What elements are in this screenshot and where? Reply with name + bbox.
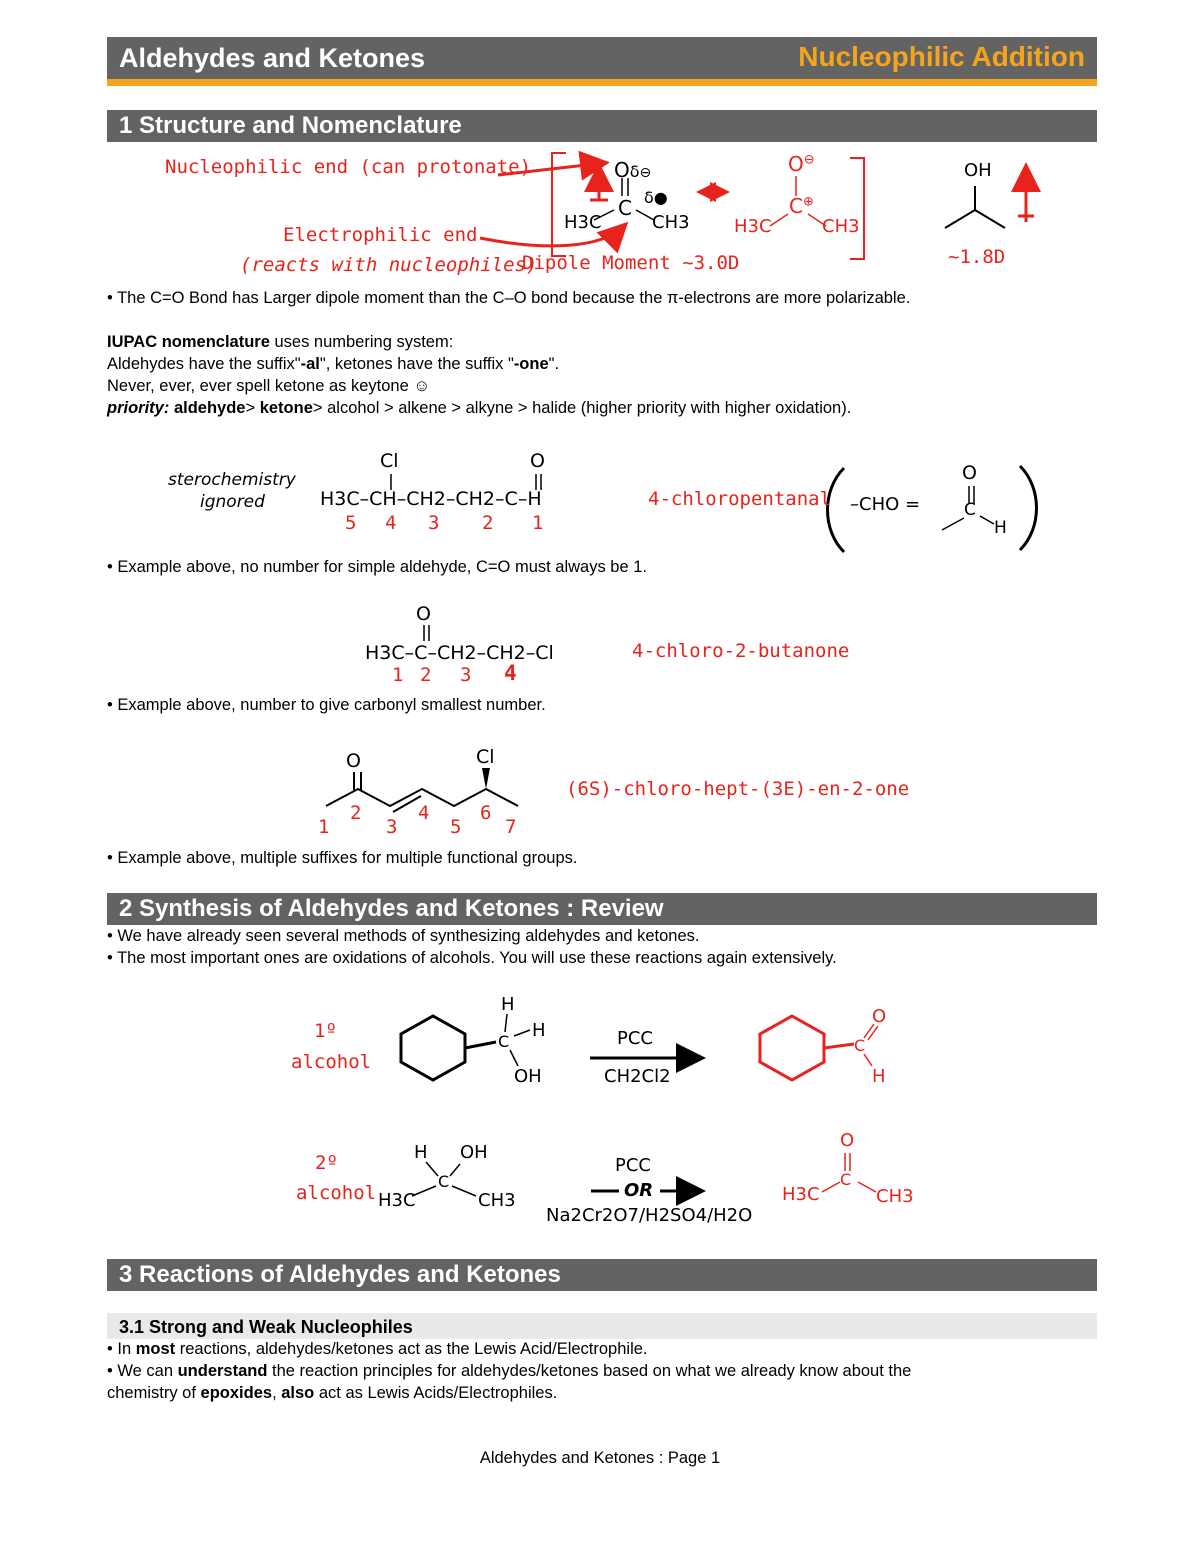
rxn2-h3c: H3C (378, 1190, 416, 1211)
cho-label: –CHO = (850, 494, 921, 515)
alcohol-oh: OH (964, 160, 992, 181)
cho-c: C (964, 500, 976, 520)
rxn1-reagent-top: PCC (617, 1028, 653, 1049)
cho-o: O (962, 462, 977, 484)
section-3-heading: 3 Reactions of Aldehydes and Ketones (107, 1259, 1097, 1291)
suffix-line: Aldehydes have the suffix"-al", ketones have the suffix "-one". (107, 355, 560, 373)
ex3-cl: Cl (476, 746, 495, 768)
priority-line: priority: aldehyde> ketone> alcohol > alkene > alkyne > halide (higher priority with higher oxidation). (107, 399, 852, 417)
ex1-num-4: 4 (385, 512, 397, 534)
ex2-num-2: 2 (420, 664, 432, 686)
ex2-chain: H3C–C–CH2–CH2–Cl (365, 642, 554, 664)
ex1-chain: H3C–CH–CH2–CH2–C–H (320, 488, 542, 510)
rxn2-oh: OH (460, 1142, 488, 1163)
rxn2-c: C (438, 1172, 450, 1191)
ex1-num-2: 2 (482, 512, 494, 534)
rxn2-prod-ch3: CH3 (876, 1186, 914, 1207)
rxn2-reagent-or: OR (624, 1180, 654, 1201)
rxn1-h-top: H (501, 994, 515, 1015)
reactions-bullet-2-cont: chemistry of epoxides, also act as Lewis Acids/Electrophiles. (107, 1384, 558, 1402)
delta-plus: δ● (644, 188, 668, 207)
ex3-iupac-name: (6S)-chloro-hept-(3E)-en-2-one (566, 778, 910, 800)
ex3-num-3: 3 (386, 816, 398, 838)
ex3-o: O (346, 750, 361, 772)
resonance-o: O⊖ (788, 152, 815, 176)
keytone-line: Never, ever, ever spell ketone as keytone ☺ (107, 377, 431, 395)
rxn1-prod-o: O (872, 1006, 887, 1027)
section-2-heading: 2 Synthesis of Aldehydes and Ketones : Review (107, 893, 1097, 925)
rxn1-reagent-bottom: CH2Cl2 (604, 1066, 671, 1087)
iupac-line: IUPAC nomenclature uses numbering system: (107, 333, 454, 351)
resonance-right-methyl: CH3 (822, 216, 860, 237)
synthesis-bullet-2: • The most important ones are oxidations of alcohols. You will use these reactions again extensively. (107, 949, 837, 967)
stereo-note-line1: sterochemistry (168, 470, 296, 490)
rxn1-prod-c: C (854, 1036, 866, 1055)
ex1-num-5: 5 (345, 512, 357, 534)
synthesis-bullet-1: • We have already seen several methods of synthesizing aldehydes and ketones. (107, 927, 700, 945)
page-subtitle: Nucleophilic Addition (798, 41, 1085, 72)
rxn2-prod-c: C (840, 1170, 852, 1189)
ex1-o: O (530, 450, 545, 472)
reacts-with-label: (reacts with nucleophiles) (240, 254, 538, 276)
ex2-iupac-name: 4-chloro-2-butanone (632, 640, 850, 662)
rxn2-prod-o: O (840, 1130, 855, 1151)
carbonyl-c: C (618, 196, 632, 220)
cyclohexane-ring (401, 1016, 465, 1080)
ex3-num-1: 1 (318, 816, 330, 838)
rxn2-h: H (414, 1142, 428, 1163)
example2-bullet: • Example above, number to give carbonyl smallest number. (107, 696, 546, 714)
electrophilic-end-label: Electrophilic end (283, 224, 478, 246)
ex3-num-4: 4 (418, 802, 430, 824)
right-methyl: CH3 (652, 212, 690, 233)
example1-bullet: • Example above, no number for simple aldehyde, C=O must always be 1. (107, 558, 648, 576)
section-1-heading: 1 Structure and Nomenclature (107, 110, 1097, 142)
ex2-num-4: 4 (504, 661, 517, 685)
rxn1-label-degree: 1º (314, 1020, 337, 1042)
ex2-o: O (416, 603, 431, 625)
dipole-bullet: • The C=O Bond has Larger dipole moment than the C–O bond because the π-electrons are more polarizable. (107, 289, 911, 307)
alcohol-dipole-label: ~1.8D (948, 246, 1006, 268)
dipole-moment-label: Dipole Moment ~3.0D (522, 252, 740, 274)
rxn1-oh: OH (514, 1066, 542, 1087)
resonance-c: C⊕ (789, 194, 814, 218)
rxn1-prod-h: H (872, 1066, 886, 1087)
ex3-num-2: 2 (350, 802, 362, 824)
ex1-num-1: 1 (532, 512, 544, 534)
rxn2-label-degree: 2º (315, 1152, 338, 1174)
ex1-iupac-name: 4-chloropentanal (648, 488, 832, 510)
example3-bullet: • Example above, multiple suffixes for multiple functional groups. (107, 849, 578, 867)
rxn2-ch3: CH3 (478, 1190, 516, 1211)
reactions-bullet-1: • In most reactions, aldehydes/ketones act as the Lewis Acid/Electrophile. (107, 1340, 648, 1358)
rxn1-c: C (498, 1032, 510, 1051)
ex1-num-3: 3 (428, 512, 440, 534)
ex3-num-5: 5 (450, 816, 462, 838)
rxn2-label-alcohol: alcohol (296, 1182, 377, 1204)
rxn1-label-alcohol: alcohol (291, 1051, 372, 1073)
ex2-num-1: 1 (392, 664, 404, 686)
ex3-num-6: 6 (480, 802, 492, 824)
rxn1-h-right: H (532, 1020, 546, 1041)
rxn2-reagent-bottom: Na2Cr2O7/H2SO4/H2O (546, 1205, 753, 1226)
page-footer: Aldehydes and Ketones : Page 1 (479, 1449, 721, 1467)
page-title: Aldehydes and Ketones (119, 43, 426, 73)
ex2-num-3: 3 (460, 664, 472, 686)
resonance-left-methyl: H3C (734, 216, 772, 237)
rxn2-prod-h3c: H3C (782, 1184, 820, 1205)
carbonyl-o: Oδ⊖ (614, 158, 652, 182)
left-methyl: H3C (564, 212, 602, 233)
ex3-num-7: 7 (505, 816, 517, 838)
rxn2-reagent-top: PCC (615, 1155, 651, 1176)
product-cyclohexane-ring (760, 1016, 824, 1080)
reactions-bullet-2: • We can understand the reaction principles for aldehydes/ketones based on what we already know about the (107, 1362, 912, 1380)
nucleophilic-end-label: Nucleophilic end (can protonate) (165, 156, 532, 178)
subsection-3-1-heading: 3.1 Strong and Weak Nucleophiles (107, 1313, 1097, 1339)
ex1-cl: Cl (380, 450, 399, 472)
cho-h: H (994, 518, 1007, 538)
stereo-note-line2: ignored (200, 492, 265, 512)
